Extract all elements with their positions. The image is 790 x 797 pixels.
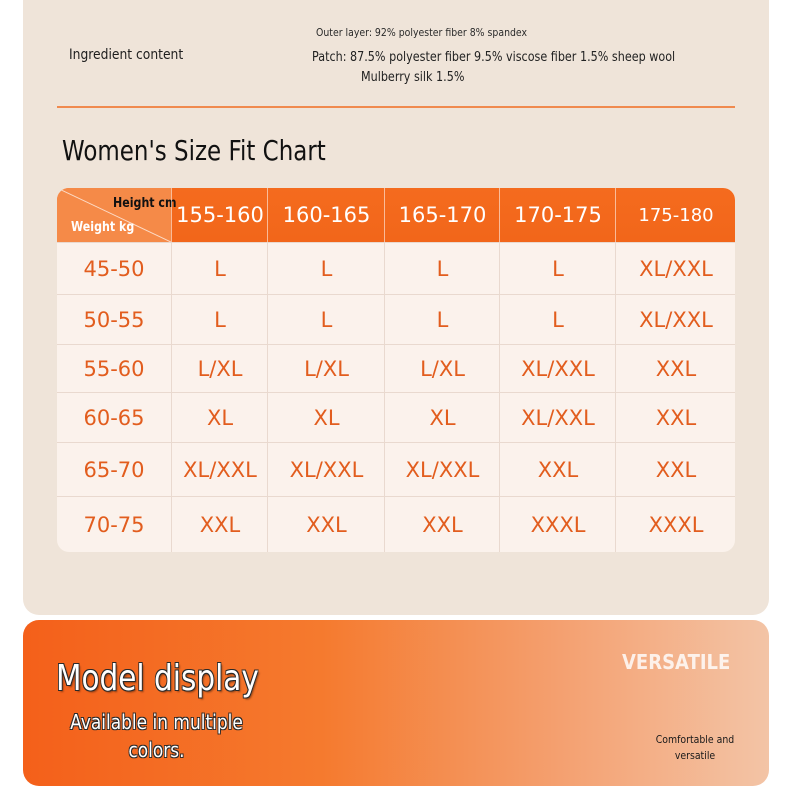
size-chart-title: Women's Size Fit Chart xyxy=(62,134,326,167)
size-cell: XL/XXL xyxy=(267,443,385,497)
size-cell: L xyxy=(384,295,500,345)
column-header: 170-175 xyxy=(499,188,616,242)
table-row xyxy=(57,496,735,552)
corner-cell xyxy=(57,188,177,242)
size-cell: XXL xyxy=(615,443,735,497)
model-display-banner xyxy=(23,620,769,786)
ingredient-label: Ingredient content xyxy=(69,47,184,63)
model-display-subtitle: Available in multiple colors. xyxy=(70,710,243,762)
size-cell: L/XL xyxy=(171,345,268,393)
size-cell: L xyxy=(267,295,385,345)
size-cell: XXL xyxy=(499,443,616,497)
versatile-label: VERSATILE xyxy=(622,650,731,674)
table-row xyxy=(57,392,735,443)
weight-cell: 50-55 xyxy=(83,308,145,332)
size-cell: XL/XXL xyxy=(615,295,735,345)
size-cell: L xyxy=(171,295,268,345)
size-cell: XXL xyxy=(615,345,735,393)
silk-text: Mulberry silk 1.5% xyxy=(361,70,465,85)
size-cell: XL/XXL xyxy=(615,243,735,295)
corner-weight-label: Weight kg xyxy=(71,220,135,235)
divider xyxy=(57,106,735,108)
column-header: 175-180 xyxy=(615,188,735,242)
size-cell: XL/XXL xyxy=(499,393,616,443)
model-display-title: Model display xyxy=(56,658,259,699)
corner-height-label: Height cm xyxy=(113,196,177,211)
size-cell: L/XL xyxy=(384,345,500,393)
patch-text: Patch: 87.5% polyester fiber 9.5% viscose fiber 1.5% sheep wool xyxy=(312,50,676,65)
table-row xyxy=(57,344,735,393)
size-table xyxy=(57,188,735,552)
column-header: 155-160 xyxy=(171,188,268,242)
table-header xyxy=(57,188,735,242)
table-row xyxy=(57,442,735,497)
size-cell: XL/XXL xyxy=(171,443,268,497)
column-header: 160-165 xyxy=(267,188,385,242)
size-cell: L xyxy=(499,295,616,345)
size-cell: L xyxy=(171,243,268,295)
table-row xyxy=(57,294,735,345)
size-cell: XXXL xyxy=(499,497,616,552)
weight-cell: 45-50 xyxy=(83,257,145,281)
tagline-text: Comfortable and versatile xyxy=(655,733,735,762)
weight-cell: 65-70 xyxy=(83,458,145,482)
size-cell: XXL xyxy=(615,393,735,443)
size-cell: XXL xyxy=(171,497,268,552)
size-cell: XL xyxy=(171,393,268,443)
size-cell: XL/XXL xyxy=(384,443,500,497)
table-row xyxy=(57,242,735,295)
size-cell: L xyxy=(384,243,500,295)
outer-layer-text: Outer layer: 92% polyester fiber 8% spandex xyxy=(316,26,528,39)
size-cell: XXL xyxy=(384,497,500,552)
size-cell: XL xyxy=(267,393,385,443)
size-cell: XL xyxy=(384,393,500,443)
weight-cell: 70-75 xyxy=(83,513,145,537)
size-cell: XL/XXL xyxy=(499,345,616,393)
column-header: 165-170 xyxy=(384,188,500,242)
weight-cell: 60-65 xyxy=(83,406,145,430)
size-cell: XXXL xyxy=(615,497,735,552)
size-cell: L xyxy=(267,243,385,295)
size-cell: XXL xyxy=(267,497,385,552)
weight-cell: 55-60 xyxy=(83,357,145,381)
size-cell: L/XL xyxy=(267,345,385,393)
size-cell: L xyxy=(499,243,616,295)
